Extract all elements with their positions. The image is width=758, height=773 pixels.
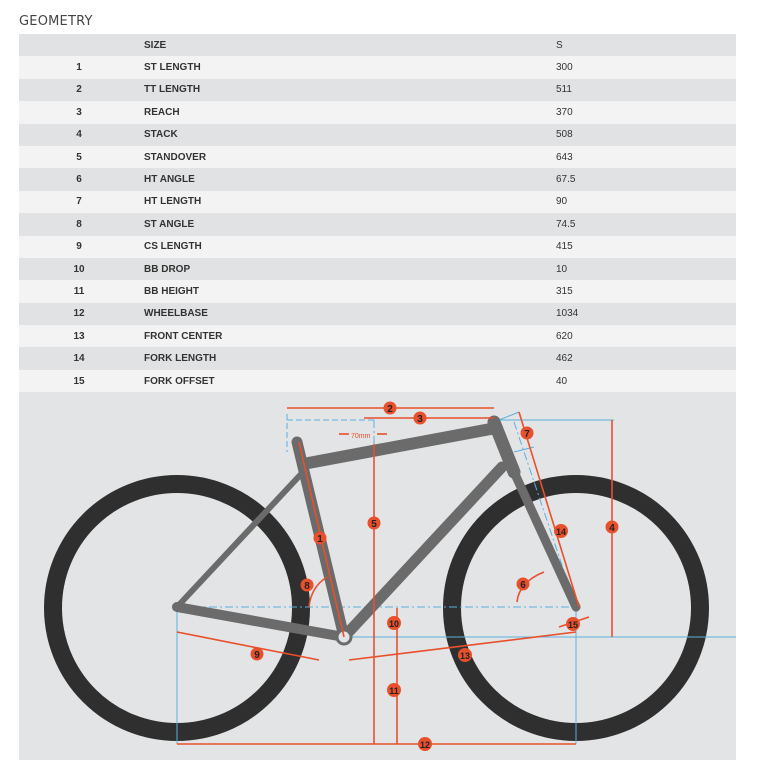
bike-geometry-diagram <box>19 392 736 760</box>
row-value: 10 <box>556 263 568 275</box>
row-number: 11 <box>73 285 85 297</box>
marker-4 <box>606 521 619 535</box>
row-value: 415 <box>556 241 573 253</box>
svg-text:1: 1 <box>317 534 323 545</box>
top-tube <box>303 428 496 464</box>
row-number: 5 <box>76 151 82 163</box>
marker-14 <box>554 524 568 538</box>
row-number: 7 <box>76 196 82 208</box>
table-row <box>19 124 736 146</box>
row-number: 8 <box>76 218 82 230</box>
row-label: ST LENGTH <box>144 62 201 74</box>
chainstay <box>177 607 344 637</box>
geometry-table <box>19 34 736 392</box>
table-row <box>19 280 736 302</box>
row-number: 6 <box>76 174 82 186</box>
header-size-label: SIZE <box>144 39 167 51</box>
bike-diagram-svg <box>19 392 736 760</box>
table-row <box>19 258 736 280</box>
marker-11 <box>387 683 401 697</box>
row-value: 508 <box>556 129 573 141</box>
row-value: 643 <box>556 151 573 163</box>
row-label: BB DROP <box>144 263 191 275</box>
svg-text:3: 3 <box>417 414 423 425</box>
down-tube <box>344 467 502 637</box>
row-value: 511 <box>556 84 572 96</box>
marker-10 <box>387 616 401 630</box>
row-number: 4 <box>76 129 82 141</box>
svg-text:14: 14 <box>555 527 567 537</box>
marker-9 <box>251 648 264 662</box>
row-label: BB HEIGHT <box>144 285 199 297</box>
row-value: 67.5 <box>556 174 576 186</box>
row-value: 90 <box>556 196 568 208</box>
table-row <box>19 213 736 235</box>
table-row <box>19 79 736 101</box>
marker-6 <box>517 578 530 592</box>
row-value: 1034 <box>556 308 579 320</box>
marker-5 <box>368 517 381 531</box>
row-label: STANDOVER <box>144 151 207 163</box>
row-number: 2 <box>76 84 82 96</box>
table-row <box>19 325 736 347</box>
table-row <box>19 347 736 369</box>
table-row <box>19 101 736 123</box>
row-label: FORK LENGTH <box>144 353 217 365</box>
svg-text:6: 6 <box>520 580 526 591</box>
row-label: HT ANGLE <box>144 174 195 186</box>
row-number: 9 <box>76 241 82 253</box>
row-number: 3 <box>76 106 82 118</box>
svg-text:10: 10 <box>388 619 400 629</box>
marker-12 <box>418 737 432 751</box>
marker-3 <box>414 412 427 426</box>
table-row <box>19 146 736 168</box>
row-number: 1 <box>76 62 82 74</box>
marker-15 <box>566 617 580 631</box>
svg-text:12: 12 <box>419 740 431 750</box>
svg-text:8: 8 <box>304 581 310 592</box>
row-value: 370 <box>556 106 573 118</box>
table-row <box>19 168 736 190</box>
row-value: 462 <box>556 353 573 365</box>
svg-text:9: 9 <box>254 650 260 661</box>
row-number: 10 <box>73 263 85 275</box>
row-number: 13 <box>73 330 85 342</box>
table-header-row <box>19 34 736 56</box>
table-row <box>19 56 736 78</box>
svg-text:11: 11 <box>389 686 399 696</box>
row-value: 40 <box>556 375 568 387</box>
marker-7 <box>521 427 534 441</box>
row-label: HT LENGTH <box>144 196 202 208</box>
row-label: STACK <box>144 129 178 141</box>
row-label: CS LENGTH <box>144 241 202 253</box>
row-value: 300 <box>556 62 573 74</box>
annotation-70mm: 70mm <box>351 433 371 440</box>
marker-2 <box>384 402 397 416</box>
row-value: 620 <box>556 330 573 342</box>
row-value: 315 <box>556 285 573 297</box>
header-size-value: S <box>556 39 563 51</box>
row-number: 14 <box>73 353 85 365</box>
table-row <box>19 236 736 258</box>
svg-text:2: 2 <box>387 404 393 415</box>
row-label: ST ANGLE <box>144 218 195 230</box>
row-value: 74.5 <box>556 218 576 230</box>
svg-text:13: 13 <box>459 651 471 661</box>
row-label: FORK OFFSET <box>144 375 215 387</box>
table-row <box>19 191 736 213</box>
row-label: WHEELBASE <box>144 308 208 320</box>
table-row <box>19 303 736 325</box>
svg-text:7: 7 <box>524 429 530 440</box>
row-label: FRONT CENTER <box>144 330 223 342</box>
svg-text:15: 15 <box>567 620 579 630</box>
row-label: REACH <box>144 106 180 118</box>
marker-13 <box>458 648 472 662</box>
row-number: 12 <box>73 308 85 320</box>
svg-text:5: 5 <box>371 519 377 530</box>
svg-text:4: 4 <box>609 523 615 534</box>
table-row <box>19 370 736 392</box>
row-label: TT LENGTH <box>144 84 201 96</box>
row-number: 15 <box>73 375 85 387</box>
page-title: GEOMETRY <box>19 14 93 29</box>
